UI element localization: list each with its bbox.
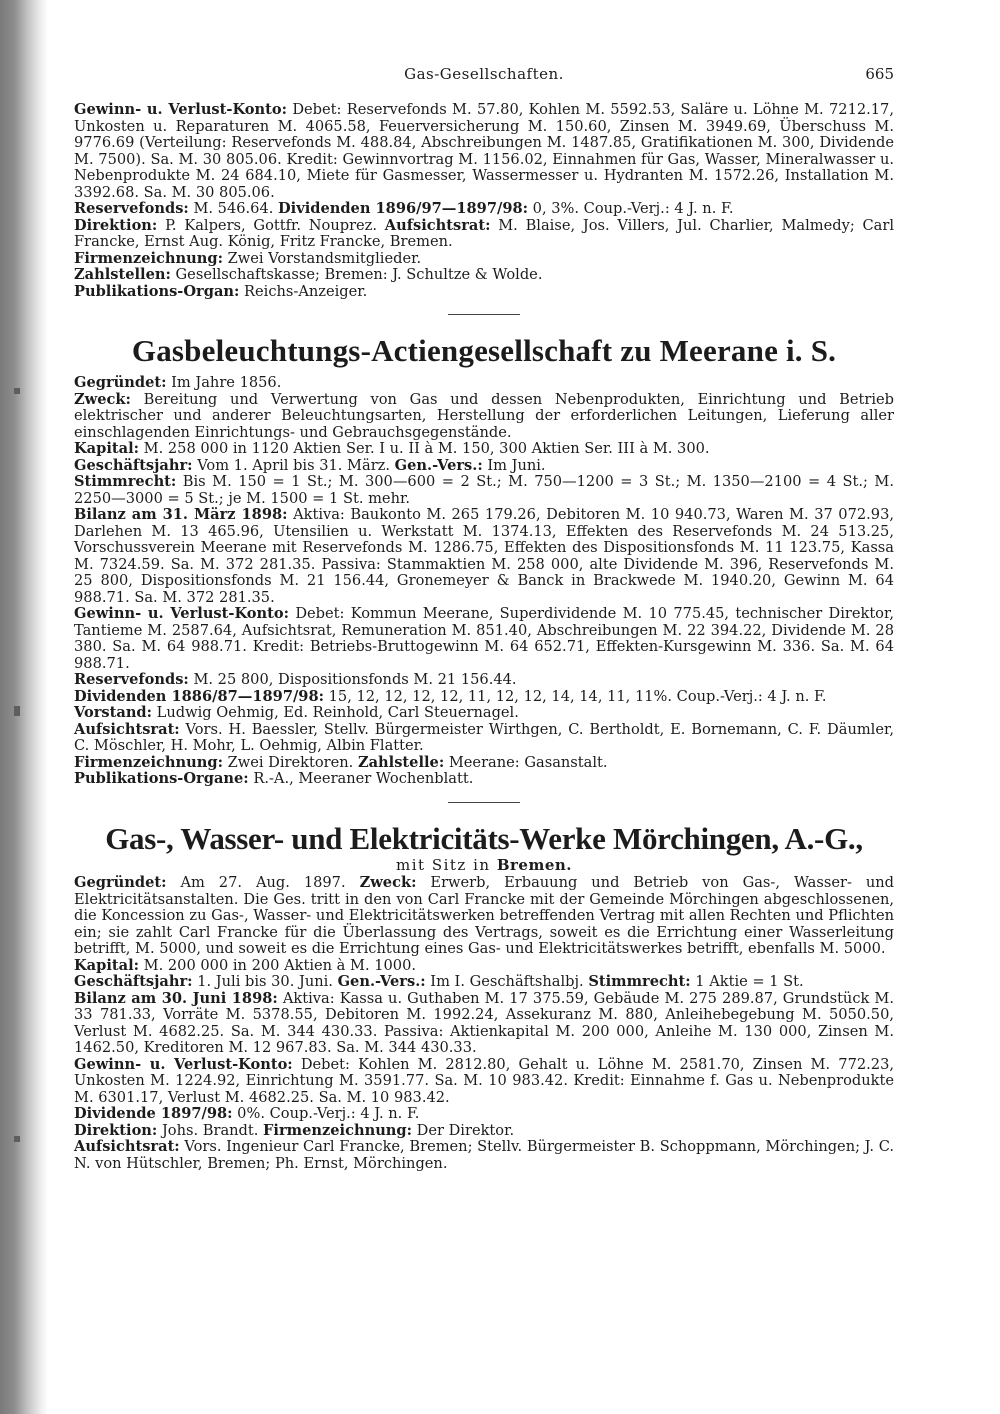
entry-text: Vors. H. Baessler, Stellv. Bürgermeister Wirthgen, C. Bertholdt, E. Bornemann, C. F. Däumler, C. Möschler, H. Mohr, L. Oehmig, Albin Flatter.: [74, 720, 894, 754]
entry-text: Im I. Geschäftshalbj.: [425, 973, 589, 990]
entry: [74, 689, 894, 706]
entry: [74, 392, 894, 442]
company-title: Gas-, Wasser- und Elektricitäts-Werke Mörchingen, A.-G.,: [105, 820, 863, 856]
page-number: 665: [865, 65, 894, 83]
entry-text: R.-A., Meeraner Wochenblatt.: [248, 770, 474, 787]
entry: [74, 1139, 894, 1172]
entry-key: Dividenden 1896/97—1897/98:: [278, 200, 529, 217]
entry-text: 0, 3%. Coup.-Verj.: 4 J. n. F.: [528, 200, 734, 217]
entry-key: Gewinn- u. Verlust-Konto:: [74, 605, 290, 622]
entry-text: Bis M. 150 = 1 St.; M. 300—600 = 2 St.; M. 750—1200 = 3 St.; M. 1350—2100 = 4 St.; M. 2250—3000 = 5 St.; je M. 1500 = 1 St. mehr.: [74, 473, 894, 507]
entry-key: Publikations-Organ:: [74, 282, 240, 300]
entry-text: Zwei Vorstandsmitglieder.: [222, 249, 422, 267]
entry: [74, 102, 894, 201]
entry-key: Firmenzeichnung:: [263, 1121, 413, 1139]
entry-key: Zahlstellen:: [74, 266, 171, 283]
entry: [74, 284, 894, 301]
entry-key: Bilanz am 30. Juni 1898:: [74, 989, 278, 1007]
entry-text: Reichs-Anzeiger.: [239, 282, 368, 300]
entry-key: Geschäftsjahr:: [74, 973, 193, 990]
entry-text: Gesellschaftskasse; Bremen: J. Schultze & Wolde.: [170, 266, 543, 283]
binding-mark: [14, 388, 20, 394]
entry: [74, 1057, 894, 1107]
entry-text: Debet: Kohlen M. 2812.80, Gehalt u. Löhne M. 2581.70, Zinsen M. 772.23, Unkosten M. 1224.92, Einrichtung M. 3591.77. Sa. M. 10 983.42. Kredit: Einnahme f. Gas u. Nebenprodukte M. 6301.17, Verlust M. 4682.25. Sa. M. 10 983.42.: [74, 1055, 894, 1106]
section-company-moerchingen: [74, 821, 894, 1173]
entry-key: Gewinn- u. Verlust-Konto:: [74, 101, 288, 118]
entry: [74, 771, 894, 788]
entry-text: Der Direktor.: [412, 1121, 515, 1139]
binding-mark: [14, 706, 20, 716]
running-title: Gas-Gesellschaften.: [404, 65, 564, 83]
entry-key: Zweck:: [74, 390, 131, 408]
entry: [74, 875, 894, 958]
entry-key: Gegründet:: [74, 374, 167, 391]
entry-text: M. 258 000 in 1120 Aktien Ser. I u. II à M. 150, 300 Aktien Ser. III à M. 300.: [139, 440, 710, 457]
entry-key: Gegründet:: [74, 874, 167, 891]
entry-text: Im Jahre 1856.: [166, 374, 282, 391]
entry: [74, 375, 894, 392]
entry-key: Zahlstelle:: [357, 753, 445, 771]
seat-prefix: mit Sitz in: [396, 855, 497, 874]
entry-text: Zwei Direktoren.: [222, 753, 358, 771]
entry-key: Zweck:: [359, 874, 417, 891]
entry-key: Geschäftsjahr:: [74, 456, 193, 474]
entry-text: M. 200 000 in 200 Aktien à M. 1000.: [139, 956, 417, 974]
binding-mark: [14, 1136, 20, 1142]
entry-key: Aufsichtsrat:: [384, 216, 491, 234]
section-divider: [448, 314, 520, 315]
entry-text: M. 546.64.: [188, 200, 279, 217]
entry: [74, 201, 894, 218]
entry-text: Erwerb, Erbauung und Betrieb von Gas-, Wasser- und Elektricitätsanstalten. Die Ges. tritt in den von Carl Francke mit der Gemeinde Mörchingen abgeschlossenen, die Koncession zu Gas-, Wasser- und Elektricitätswerken betreffenden Vertrag mit allen Rechten und Pflichten ein; sie zahlt Carl Francke für die Überlassung des Vertrags, soweit es die Errichtung einer Wasserleitung betrifft, M. 5000, und soweit es die Errichtung eines Gas- und Elektricitätswerkes betrifft, ebenfalls M. 5000.: [74, 874, 895, 957]
entry-key: Stimmrecht:: [74, 473, 177, 490]
company-title: Gasbeleuchtungs-Actiengesellschaft zu Meerane i. S.: [131, 333, 837, 368]
entry: [74, 507, 894, 606]
entry-text: M. 25 800, Dispositionsfonds M. 21 156.44.: [188, 671, 517, 688]
entry-key: Aufsichtsrat:: [74, 1138, 180, 1155]
entry-text: M. Blaise, Jos. Villers, Jul. Charlier, Malmedy; Carl Francke, Ernst Aug. König, Fritz Francke, Bremen.: [74, 216, 895, 250]
entry-text: 0%. Coup.-Verj.: 4 J. n. F.: [232, 1105, 420, 1122]
entry: [74, 1123, 894, 1140]
entry-text: Vors. Ingenieur Carl Francke, Bremen; Stellv. Bürgermeister B. Schoppmann, Mörchingen; J. C. N. von Hütschler, Bremen; Ph. Ernst, Mörchingen.: [74, 1138, 894, 1172]
entry-text: Im Juni.: [482, 456, 546, 474]
entry-key: Gewinn- u. Verlust-Konto:: [74, 1055, 293, 1073]
entry-text: Am 27. Aug. 1897.: [166, 874, 360, 891]
entry-key: Reservefonds:: [74, 200, 189, 217]
entry-key: Stimmrecht:: [588, 973, 691, 990]
entry-text: Ludwig Oehmig, Ed. Reinhold, Carl Steuernagel.: [152, 704, 519, 721]
entry: [74, 672, 894, 689]
entry-text: 1 Aktie = 1 St.: [690, 973, 804, 990]
entry: [74, 218, 894, 251]
entry-key: Gen.-Vers.:: [337, 973, 426, 990]
entry-key: Firmenzeichnung:: [74, 753, 223, 771]
entry: [74, 474, 894, 507]
seat-city: Bremen.: [496, 855, 572, 874]
entry-text: P. Kalpers, Gottfr. Nouprez.: [157, 216, 385, 234]
page-binding-edge: [0, 0, 48, 1414]
entry: [74, 722, 894, 755]
entry-key: Reservefonds:: [74, 671, 189, 688]
entry: [74, 441, 894, 458]
company-seat: [74, 857, 894, 874]
entry: [74, 755, 894, 772]
entry: [74, 705, 894, 722]
entry-text: Bereitung und Verwertung von Gas und dessen Nebenprodukten, Einrichtung und Betrieb elektrischer und anderer Beleuchtungsarten, Herstellung der erforderlichen Leitungen, Lieferung aller einschlagenden Einrichtungs- und Gebrauchsgegenstände.: [74, 390, 894, 441]
entry-key: Kapital:: [74, 440, 140, 457]
entry: [74, 974, 894, 991]
entry-key: Vorstand:: [74, 704, 153, 721]
entry: [74, 251, 894, 268]
entry-text: Vom 1. April bis 31. März.: [192, 456, 395, 474]
entry-key: Gen.-Vers.:: [394, 456, 483, 474]
entry: [74, 267, 894, 284]
section-prev-company: [74, 102, 894, 300]
entry-key: Firmenzeichnung:: [74, 249, 223, 267]
section-divider: [448, 802, 520, 803]
entry-key: Dividenden 1886/87—1897/98:: [74, 687, 324, 705]
entry-text: Aktiva: Baukonto M. 265 179.26, Debitoren M. 10 940.73, Waren M. 37 072.93, Darlehen M. 13 465.96, Utensilien u. Werkstatt M. 1374.13, Effekten des Reservefonds M. 24 513.25, Vorschussverein Meerane mit Reservefonds M. 1286.75, Effekten des Dispositionsfonds M. 11 123.75, Kassa M. 7324.59. Sa. M. 372 281.35. Passiva: Stammaktien M. 258 000, alte Dividende M. 396, Reservefonds M. 25 800, Dispositionsfonds M. 21 156.44, Gronemeyer & Banck in Brackwede M. 1940.20, Gewinn M. 64 988.71. Sa. M. 372 281.35.: [74, 506, 895, 606]
entry-key: Direktion:: [74, 1121, 158, 1139]
entry-text: Debet: Kommun Meerane, Superdividende M. 10 775.45, technischer Direktor, Tantieme M. 2587.64, Aufsichtsrat, Remuneration M. 851.40, Abschreibungen M. 22 394.22, Dividende M. 28 380. Sa. M. 64 988.71. Kredit: Betriebs-Bruttogewinn M. 64 652.71, Effekten-Kursgewinn M. 336. Sa. M. 64 988.71.: [74, 605, 894, 672]
entry-text: Meerane: Gasanstalt.: [444, 753, 608, 771]
entry: [74, 958, 894, 975]
entry-key: Aufsichtsrat:: [74, 720, 180, 738]
entry-key: Direktion:: [74, 216, 158, 234]
entry: [74, 991, 894, 1057]
page-content: [74, 66, 894, 1172]
entry: [74, 606, 894, 672]
entry-key: Publikations-Organe:: [74, 770, 249, 787]
entry-key: Dividende 1897/98:: [74, 1105, 233, 1122]
entry-text: Johs. Brandt.: [157, 1121, 264, 1139]
entry-key: Kapital:: [74, 956, 140, 974]
entry: [74, 1106, 894, 1123]
entry-text: Debet: Reservefonds M. 57.80, Kohlen M. 5592.53, Saläre u. Löhne M. 7212.17, Unkosten u. Reparaturen M. 4065.58, Feuerversicherung M. 150.60, Zinsen M. 3949.69, Überschuss M. 9776.69 (Verteilung: Reservefonds M. 488.84, Abschreibungen M. 1487.85, Gratifikationen M. 300, Dividende M. 7500). Sa. M. 30 805.06. Kredit: Gewinnvortrag M. 1156.02, Einnahmen für Gas, Wasser, Mineralwasser u. Nebenprodukte M. 24 684.10, Miete für Gasmesser, Wassermesser u. Hydranten M. 1572.26, Installation M. 3392.68. Sa. M. 30 805.06.: [74, 101, 894, 201]
entry-key: Bilanz am 31. März 1898:: [74, 506, 288, 523]
entry-text: Aktiva: Kassa u. Guthaben M. 17 375.59, Gebäude M. 275 289.87, Grundstück M. 33 781.33, Vorräte M. 5378.55, Debitoren M. 1992.24, Assekuranz M. 880, Anleihebegebung M. 5050.50, Verlust M. 4682.25. Sa. M. 344 430.33. Passiva: Aktienkapital M. 200 000, Anleihe M. 130 000, Zinsen M. 1462.50, Kreditoren M. 12 967.83. Sa. M. 344 430.33.: [74, 989, 894, 1056]
section-company-meerane: [74, 333, 894, 788]
entry-text: 15, 12, 12, 12, 12, 11, 12, 12, 14, 14, 11, 11%. Coup.-Verj.: 4 J. n. F.: [324, 687, 827, 705]
entry-text: 1. Juli bis 30. Juni.: [192, 973, 338, 990]
running-header: [74, 66, 894, 86]
entry: [74, 458, 894, 475]
